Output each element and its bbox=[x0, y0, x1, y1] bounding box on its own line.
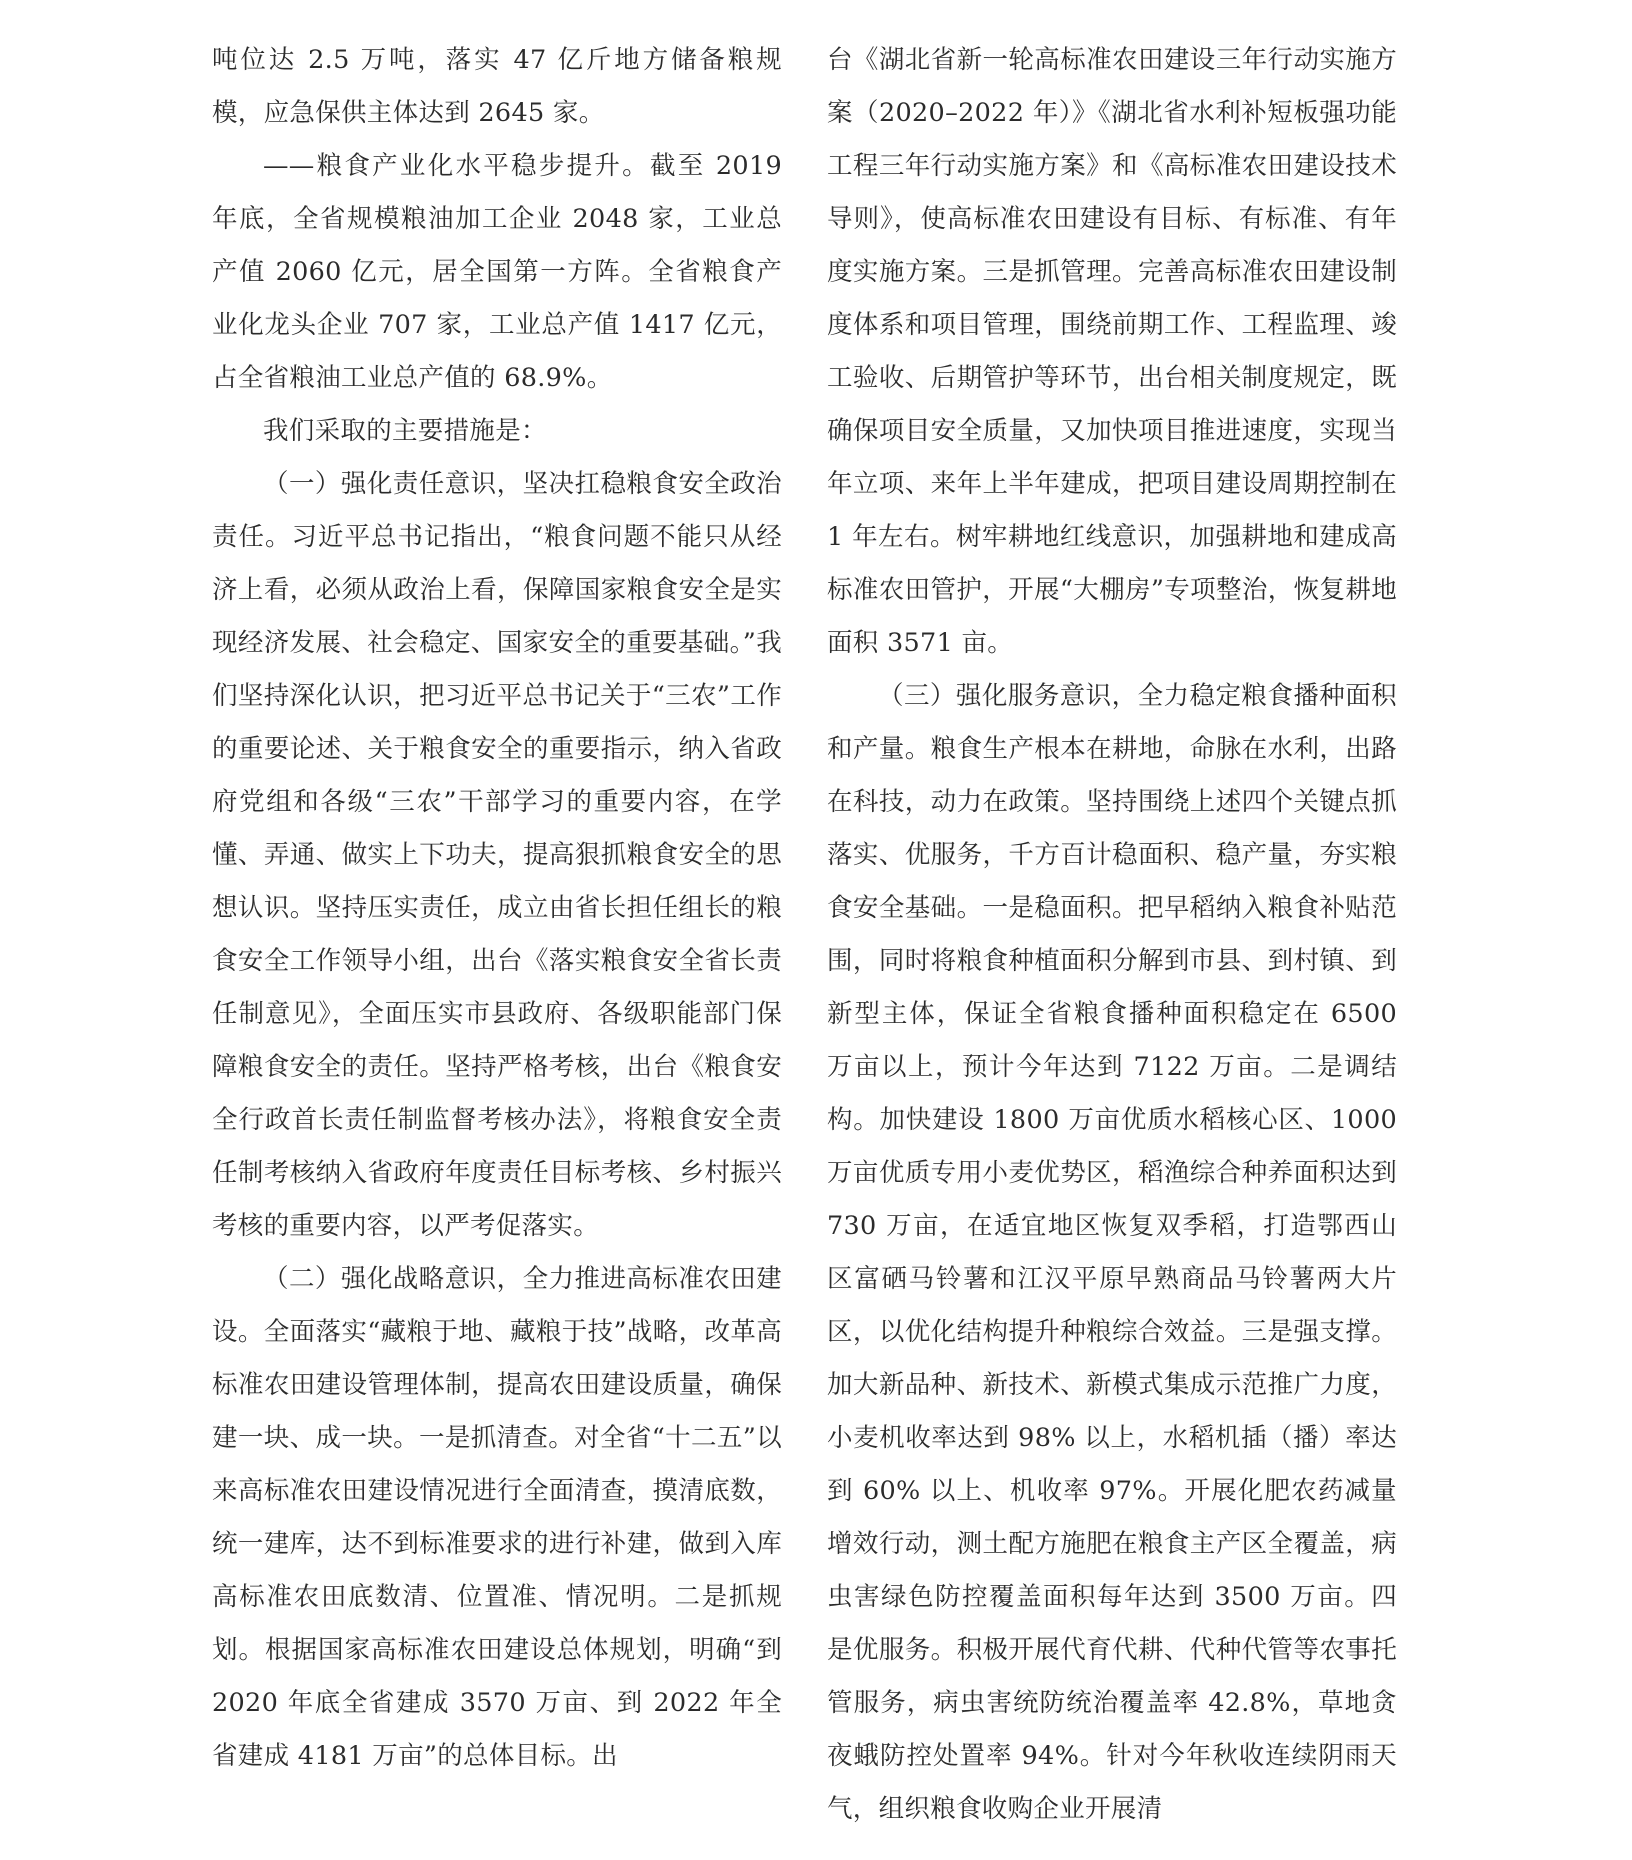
paragraph: 我们采取的主要措施是： bbox=[263, 416, 547, 446]
right-text-column bbox=[827, 34, 1397, 1836]
paragraph: （二）强化战略意识，全力推进高标准农田建设。全面落实“藏粮于地、藏粮于技”战略，改革高标准农田建设管理体制，提高农田建设质量，确保建一块、成一块。一是抓清查。对全省“十二五”以来高标准农田建设情况进行全面清查，摸清底数，统一建库，达不到标准要求的进行补建，做到入库高标准农田底数清、位置准、情况明。二是抓规划。根据国家高标准农田建设总体规划，明确“到 2020 年底全省建成 3570 万亩、到 2022 年全省建成 4181 万亩”的总体目标。出 bbox=[212, 1264, 782, 1771]
paragraph: 台《湖北省新一轮高标准农田建设三年行动实施方案（2020–2022 年）》《湖北省水利补短板强功能工程三年行动实施方案》和《高标准农田建设技术导则》，使高标准农田建设有目标、有标准、有年度实施方案。三是抓管理。完善高标准农田建设制度体系和项目管理，围绕前期工作、工程监理、竣工验收、后期管护等环节，出台相关制度规定，既确保项目安全质量，又加快项目推进速度，实现当年立项、来年上半年建成，把项目建设周期控制在 1 年左右。树牢耕地红线意识，加强耕地和建成高标准农田管护，开展“大棚房”专项整治，恢复耕地面积 3571 亩。 bbox=[827, 45, 1397, 658]
paragraph: ——粮食产业化水平稳步提升。截至 2019 年底，全省规模粮油加工企业 2048 家，工业总产值 2060 亿元，居全国第一方阵。全省粮食产业化龙头企业 707 家，工业总产值 1417 亿元，占全省粮油工业总产值的 68.9%。 bbox=[212, 151, 782, 393]
paragraph: （一）强化责任意识，坚决扛稳粮食安全政治责任。习近平总书记指出，“粮食问题不能只从经济上看，必须从政治上看，保障国家粮食安全是实现经济发展、社会稳定、国家安全的重要基础。”我们坚持深化认识，把习近平总书记关于“三农”工作的重要论述、关于粮食安全的重要指示，纳入省政府党组和各级“三农”干部学习的重要内容，在学懂、弄通、做实上下功夫，提高狠抓粮食安全的思想认识。坚持压实责任，成立由省长担任组长的粮食安全工作领导小组，出台《落实粮食安全省长责任制意见》，全面压实市县政府、各级职能部门保障粮食安全的责任。坚持严格考核，出台《粮食安全行政首长责任制监督考核办法》，将粮食安全责任制考核纳入省政府年度责任目标考核、乡村振兴考核的重要内容，以严考促落实。 bbox=[212, 469, 782, 1241]
paragraph: （三）强化服务意识，全力稳定粮食播种面积和产量。粮食生产根本在耕地，命脉在水利，出路在科技，动力在政策。坚持围绕上述四个关键点抓落实、优服务，千方百计稳面积、稳产量，夯实粮食安全基础。一是稳面积。把早稻纳入粮食补贴范围，同时将粮食种植面积分解到市县、到村镇、到新型主体，保证全省粮食播种面积稳定在 6500 万亩以上，预计今年达到 7122 万亩。二是调结构。加快建设 1800 万亩优质水稻核心区、1000 万亩优质专用小麦优势区，稻渔综合种养面积达到 730 万亩，在适宜地区恢复双季稻，打造鄂西山区富硒马铃薯和江汉平原早熟商品马铃薯两大片区，以优化结构提升种粮综合效益。三是强支撑。加大新品种、新技术、新模式集成示范推广力度，小麦机收率达到 98% 以上，水稻机插（播）率达到 60% 以上、机收率 97%。开展化肥农药减量增效行动，测土配方施肥在粮食主产区全覆盖，病虫害绿色防控覆盖面积每年达到 3500 万亩。四是优服务。积极开展代育代耕、代种代管等农事托管服务，病虫害统防统治覆盖率 42.8%，草地贪夜蛾防控处置率 94%。针对今年秋收连续阴雨天气，组织粮食收购企业开展清 bbox=[827, 681, 1397, 1824]
left-text-column bbox=[212, 34, 782, 1783]
paragraph: 吨位达 2.5 万吨，落实 47 亿斤地方储备粮规模，应急保供主体达到 2645 家。 bbox=[212, 45, 782, 128]
